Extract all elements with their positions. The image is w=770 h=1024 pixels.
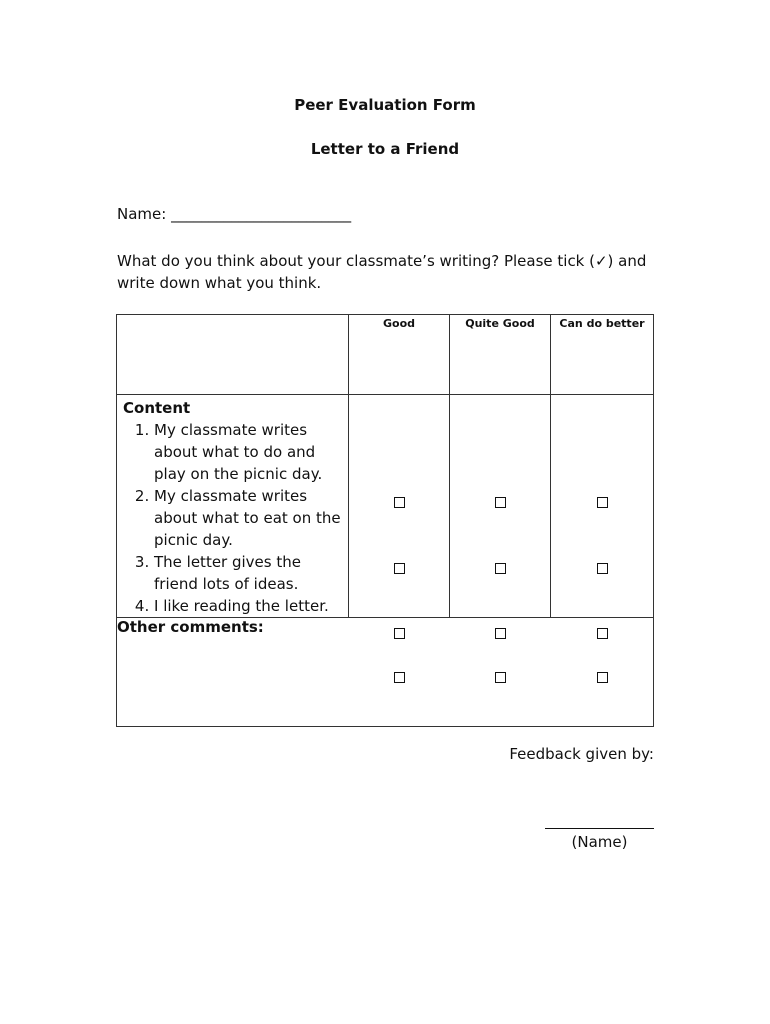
quite-good-column-cell xyxy=(450,395,551,618)
checkbox-item1-can-do-better[interactable] xyxy=(597,497,608,508)
header-quite-good: Quite Good xyxy=(450,315,551,395)
name-field[interactable] xyxy=(117,205,351,223)
checkbox-item1-quite-good[interactable] xyxy=(495,497,506,508)
signature-name-label: (Name) xyxy=(571,833,628,851)
header-row xyxy=(117,315,654,395)
form-subtitle: Letter to a Friend xyxy=(310,140,460,158)
checkbox-item3-quite-good[interactable] xyxy=(495,628,506,639)
name-blank-line[interactable]: ________________________ xyxy=(171,205,352,223)
checkbox-item4-quite-good[interactable] xyxy=(495,672,506,683)
header-empty-cell xyxy=(117,315,349,395)
content-heading: Content xyxy=(123,399,191,417)
comments-row xyxy=(117,618,654,727)
form-title: Peer Evaluation Form xyxy=(294,96,476,114)
checkbox-item2-can-do-better[interactable] xyxy=(597,563,608,574)
header-good: Good xyxy=(349,315,450,395)
can-do-better-column-cell xyxy=(551,395,654,618)
name-label: Name: xyxy=(117,205,167,223)
checkbox-item3-can-do-better[interactable] xyxy=(597,628,608,639)
other-comments-field[interactable] xyxy=(117,618,654,727)
criteria-item-1: 1. My classmate writes about what to do and play on the picnic day. xyxy=(154,419,342,485)
checkbox-item3-good[interactable] xyxy=(394,628,405,639)
signature-line[interactable] xyxy=(545,828,654,829)
evaluation-table xyxy=(116,314,654,727)
instructions-text: What do you think about your classmate’s writing? Please tick (✓) and write down what you think. xyxy=(117,252,647,292)
header-can-do-better: Can do better xyxy=(551,315,654,395)
content-row xyxy=(117,395,654,618)
checkbox-item1-good[interactable] xyxy=(394,497,405,508)
criteria-item-3: 3. The letter gives the friend lots of ideas. xyxy=(154,551,342,595)
other-comments-label: Other comments: xyxy=(117,618,264,636)
good-column-cell xyxy=(349,395,450,618)
checkbox-item2-quite-good[interactable] xyxy=(495,563,506,574)
checkbox-item4-can-do-better[interactable] xyxy=(597,672,608,683)
checkbox-item2-good[interactable] xyxy=(394,563,405,574)
criteria-item-4: 4. I like reading the letter. xyxy=(154,595,342,617)
content-criteria-cell xyxy=(117,395,349,618)
criteria-list xyxy=(123,419,342,617)
checkbox-item4-good[interactable] xyxy=(394,672,405,683)
feedback-label: Feedback given by: xyxy=(509,745,654,763)
criteria-item-2: 2. My classmate writes about what to eat on the picnic day. xyxy=(154,485,342,551)
